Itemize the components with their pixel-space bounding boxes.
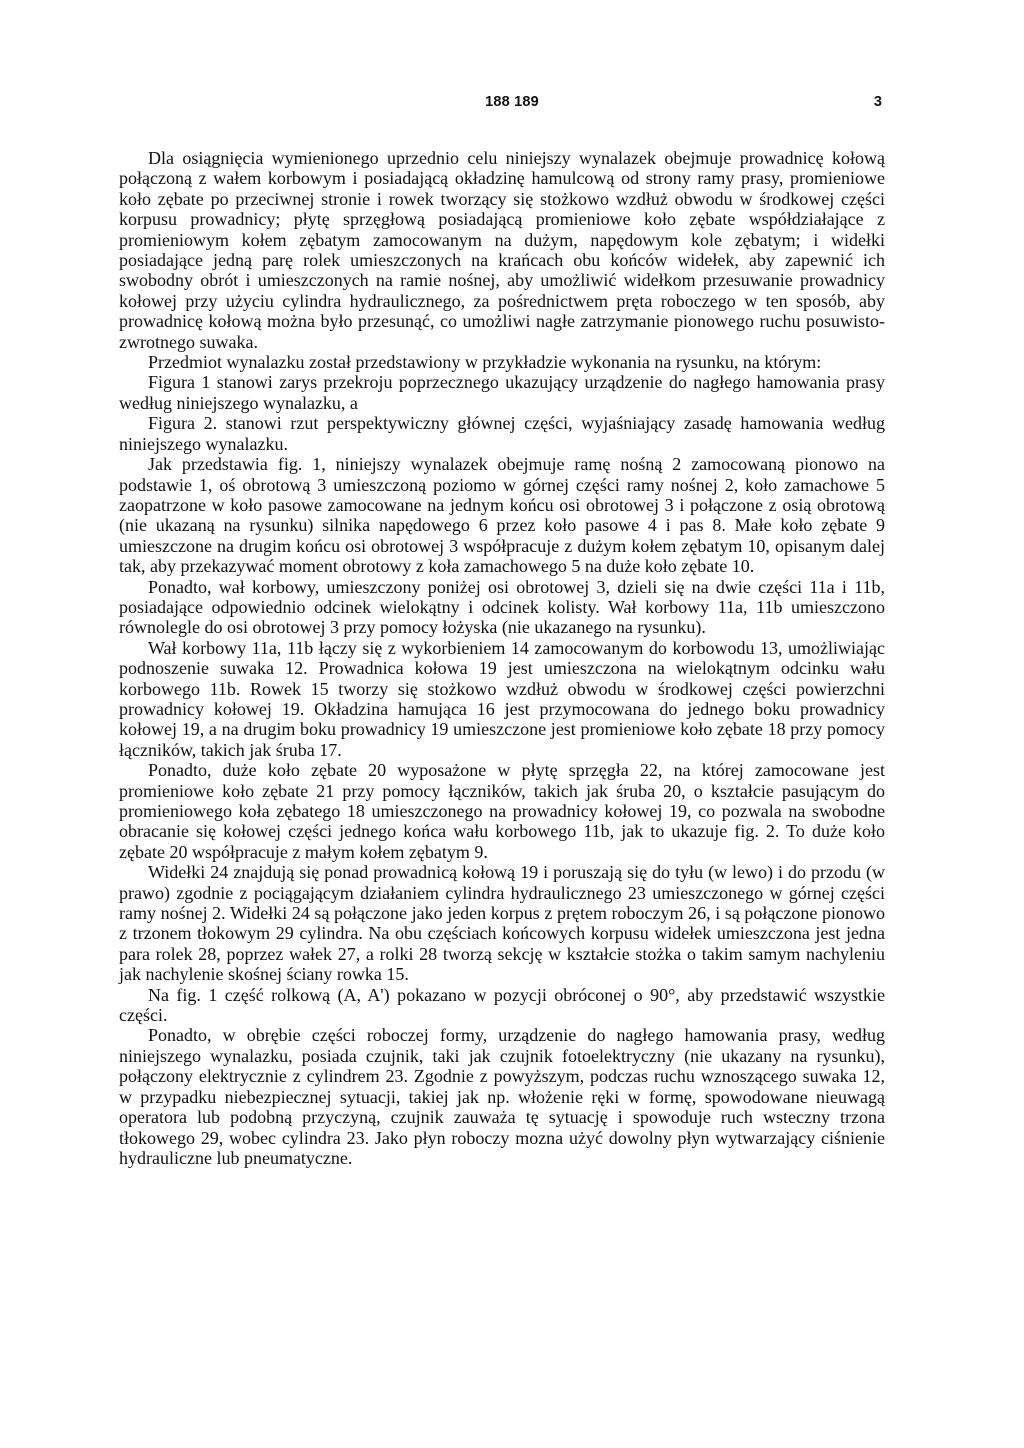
paragraph: Figura 2. stanowi rzut perspektywiczny głównej części, wyjaśniający zasadę hamowania według niniejszego wynalazku. bbox=[119, 413, 885, 454]
page-number: 3 bbox=[873, 94, 882, 110]
page-header bbox=[0, 94, 1024, 116]
paragraph: Przedmiot wynalazku został przedstawiony w przykładzie wykonania na rysunku, na którym: bbox=[148, 352, 822, 373]
paragraph: Ponadto, duże koło zębate 20 wyposażone w płytę sprzęgła 22, na której zamocowane jest promieniowe koło zębate 21 przy pomocy łączników, takich jak śruba 20, o kształcie pasującym do promieniowego koła zębatego 18 umieszczonego na prowadnicy kołowej 19, co pozwala na swobodne obracanie się kołowej części jednego końca wału korbowego 11b, jak to ukazuje fig. 2. To duże koło zębate 20 współpracuje z małym kołem zębatym 9. bbox=[119, 760, 885, 862]
paragraph: Wał korbowy 11a, 11b łączy się z wykorbieniem 14 zamocowanym do korbowodu 13, umożliwiając podnoszenie suwaka 12. Prowadnica kołowa 19 jest umieszczona na wielokątnym odcinku wału korbowego 11b. Rowek 15 tworzy się stożkowo wzdłuż obwodu w środkowej części powierzchni prowadnicy kołowej 19. Okładzina hamująca 16 jest przymocowana do jednego boku prowadnicy kołowej 19, a na drugim boku prowadnicy 19 umieszczone jest promieniowe koło zębate 18 przy pomocy łączników, takich jak śruba 17. bbox=[119, 637, 885, 760]
paragraph: Ponadto, wał korbowy, umieszczony poniżej osi obrotowej 3, dzieli się na dwie części 11a i 11b, posiadające odpowiednio odcinek wielokątny i odcinek kolisty. Wał korbowy 11a, 11b umieszczono równolegle do osi obrotowej 3 przy pomocy łożyska (nie ukazanego na rysunku). bbox=[119, 576, 885, 638]
paragraph: Ponadto, w obrębie części roboczej formy, urządzenie do nagłego hamowania prasy, według niniejszego wynalazku, posiada czujnik, taki jak czujnik fotoelektryczny (nie ukazany na rysunku), połączony elektrycznie z cylindrem 23. Zgodnie z powyższym, podczas ruchu wznoszącego suwaka 12, w przypadku niebezpiecznej sytuacji, takiej jak np. włożenie ręki w formę, spowodowane nieuwagą operatora lub podobną przyczyną, czujnik zauważa tę sytuację i spowoduje ruch wsteczny trzona tłokowego 29, wobec cylindra 23. Jako płyn roboczy mozna użyć dowolny płyn wytwarzający ciśnienie hydrauliczne lub pneumatyczne. bbox=[119, 1025, 885, 1168]
paragraph: Na fig. 1 część rolkową (A, A') pokazano w pozycji obróconej o 90°, aby przedstawić wszystkie części. bbox=[119, 984, 885, 1026]
paragraph: Dla osiągnięcia wymienionego uprzednio celu niniejszy wynalazek obejmuje prowadnicę kołową połączoną z wałem korbowym i posiadającą okładzinę hamulcową od strony ramy prasy, promieniowe koło zębate po przeciwnej stronie i rowek tworzący się stożkowo wzdłuż obwodu w środkowej części korpusu prowadnicy; płytę sprzęgłową posiadającą promieniowe koło zębate współdziałające z promieniowym kołem zębatym zamocowanym na dużym, napędowym kole zębatym; i widełki posiadające jedną parę rolek umieszczonych na krańcach obu końców widełek, aby zapewnić ich swobodny obrót i umieszczonych na ramie nośnej, aby umożliwić widełkom przesuwanie prowadnicy kołowej przy użyciu cylindra hydraulicznego, za pośrednictwem pręta roboczego w ten sposób, aby prowadnicę kołową można było przesunąć, co umożliwi nagłe zatrzymanie pionowego ruchu posuwisto-zwrotnego suwaka. bbox=[119, 148, 885, 352]
body-text bbox=[119, 148, 885, 1168]
paragraph: Figura 1 stanowi zarys przekroju poprzecznego ukazujący urządzenie do nagłego hamowania prasy według niniejszego wynalazku, a bbox=[119, 372, 885, 413]
document-number: 188 189 bbox=[485, 94, 539, 110]
paragraph: Jak przedstawia fig. 1, niniejszy wynalazek obejmuje ramę nośną 2 zamocowaną pionowo na podstawie 1, oś obrotową 3 umieszczoną poziomo w górnej części ramy nośnej 2, koło zamachowe 5 zaopatrzone w koło pasowe zamocowane na jednym końcu osi obrotowej 3 i połączone z osią obrotową (nie ukazaną na rysunku) silnika napędowego 6 przez koło pasowe 4 i pas 8. Małe koło zębate 9 umieszczone na drugim końcu osi obrotowej 3 współpracuje z dużym kołem zębatym 10, opisanym dalej tak, aby przekazywać moment obrotowy z koła zamachowego 5 na duże koło zębate 10. bbox=[119, 454, 885, 577]
paragraph: Widełki 24 znajdują się ponad prowadnicą kołową 19 i poruszają się do tyłu (w lewo) i do przodu (w prawo) zgodnie z pociągającym działaniem cylindra hydraulicznego 23 umieszczonego w górnej części ramy nośnej 2. Widełki 24 są połączone jako jeden korpus z prętem roboczym 26, i są połączone pionowo z trzonem tłokowym 29 cylindra. Na obu częściach końcowych korpusu widełek umieszczona jest jedna para rolek 28, poprzez wałek 27, a rolki 28 tworzą sekcję w kształcie stożka o takim samym nachyleniu jak nachylenie skośnej ściany rowka 15. bbox=[119, 862, 885, 985]
